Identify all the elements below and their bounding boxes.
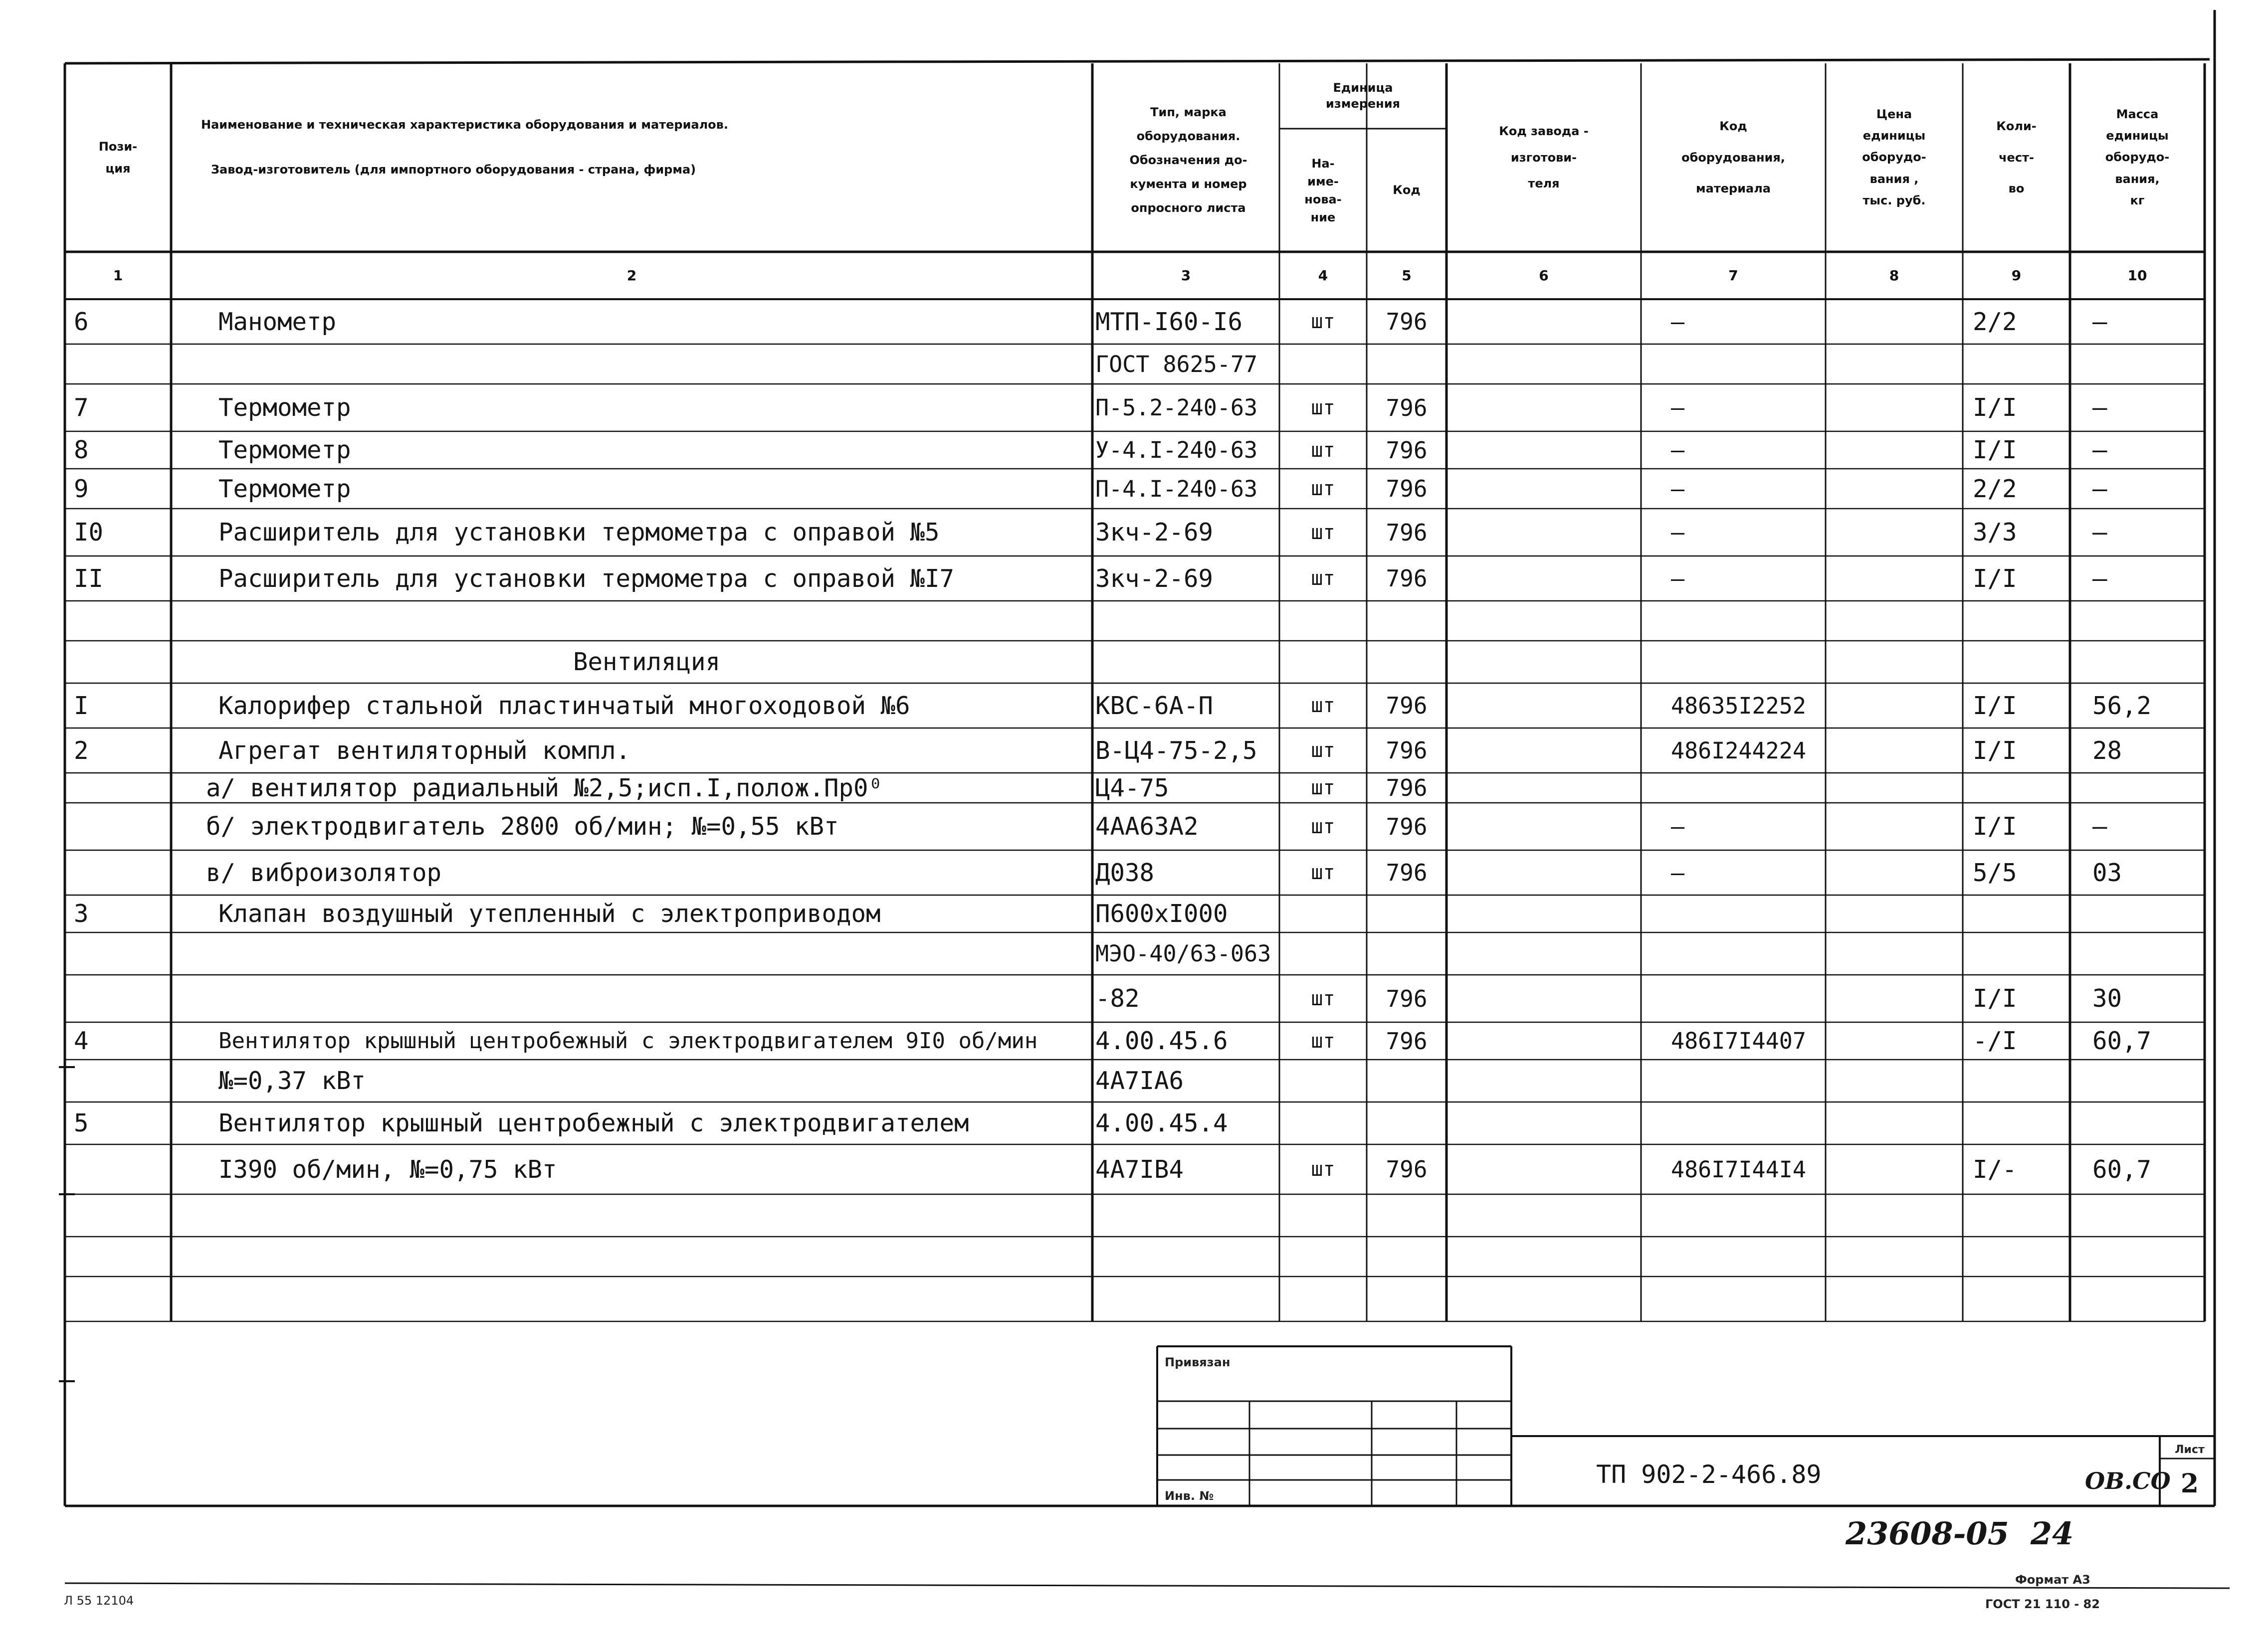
name-cell — [218, 344, 1122, 384]
unit-cell: шт — [1311, 477, 1335, 500]
position-cell — [74, 803, 171, 850]
name-cell: Термометр — [218, 393, 351, 422]
equipment-code-cell — [1671, 1277, 1826, 1321]
unit-cell: шт — [1311, 815, 1335, 838]
unit-code-cell — [1367, 601, 1446, 641]
unit-cell — [1279, 601, 1367, 641]
position-cell — [74, 975, 171, 1022]
unit-code-cell — [1367, 344, 1446, 384]
quantity-cell: I/I — [1973, 984, 2017, 1013]
unit-code-cell: 796 — [1386, 436, 1428, 464]
quantity-cell: -/I — [1973, 1027, 2017, 1055]
equipment-code-cell — [1671, 641, 1826, 683]
unit-code-cell — [1367, 1102, 1446, 1144]
position-cell: 6 — [74, 307, 89, 336]
handwritten-archive-number: 23608-05 24 — [1846, 1515, 2074, 1552]
unit-code-cell: 796 — [1386, 737, 1428, 764]
unit-cell: шт — [1311, 438, 1335, 462]
position-cell: 2 — [74, 736, 89, 765]
type-cell: 4.00.45.4 — [1095, 1109, 1228, 1137]
quantity-cell — [1973, 1277, 2070, 1321]
quantity-cell — [1973, 895, 2070, 932]
unit-code-cell: 796 — [1386, 692, 1428, 719]
name-cell: №=0,37 кВт — [218, 1067, 366, 1095]
position-cell: 3 — [74, 900, 89, 928]
quantity-cell — [1973, 932, 2070, 975]
equipment-code-cell — [1671, 1237, 1826, 1277]
type-cell: П-5.2-240-63 — [1095, 394, 1258, 421]
unit-cell: шт — [1311, 1158, 1335, 1181]
name-cell — [218, 975, 1122, 1022]
mass-cell — [2092, 773, 2205, 803]
type-cell: 4А7IВ4 — [1095, 1155, 1184, 1184]
position-cell: 4 — [74, 1027, 89, 1055]
name-cell: б/ электродвигатель 2800 об/мин; №=0,55 кВт — [206, 812, 839, 841]
format-label: Формат А3 — [2015, 1573, 2090, 1587]
equipment-code-cell: – — [1671, 475, 1685, 502]
quantity-cell: I/I — [1973, 812, 2017, 841]
position-cell — [74, 1144, 171, 1194]
equipment-code-cell — [1671, 1194, 1826, 1237]
unit-cell — [1279, 1237, 1367, 1277]
gost-label: ГОСТ 21 110 - 82 — [1985, 1597, 2100, 1611]
equipment-code-cell — [1671, 601, 1826, 641]
name-cell: Расширитель для установки термометра с оправой №I7 — [218, 564, 955, 593]
column-number: 9 — [2011, 267, 2022, 284]
unit-cell: шт — [1311, 861, 1335, 884]
equipment-code-cell: 48635I2252 — [1671, 692, 1806, 719]
unit-code-cell: 796 — [1386, 813, 1428, 840]
mass-cell — [2092, 932, 2205, 975]
quantity-cell: I/I — [1973, 736, 2017, 765]
mass-cell — [2092, 895, 2205, 932]
type-cell: Ц4-75 — [1095, 773, 1169, 802]
equipment-code-cell: – — [1671, 859, 1685, 886]
name-cell: Вентилятор крышный центробежный с электродвигателем — [218, 1109, 969, 1137]
position-cell: I — [74, 691, 89, 720]
unit-code-cell: 796 — [1386, 519, 1428, 546]
header-equipment-code: Код оборудования, материала — [1681, 119, 1785, 196]
column-number: 1 — [113, 267, 123, 284]
equipment-code-cell: – — [1671, 813, 1685, 840]
type-cell: МТП-I60-I6 — [1095, 307, 1243, 336]
quantity-cell: 3/3 — [1973, 518, 2017, 547]
unit-code-cell — [1367, 641, 1446, 683]
privyazan-label: Привязан — [1165, 1355, 1231, 1369]
type-cell: 3кч-2-69 — [1095, 564, 1214, 593]
equipment-code-cell: – — [1671, 394, 1685, 421]
quantity-cell: I/- — [1973, 1155, 2017, 1184]
unit-cell: шт — [1311, 567, 1335, 590]
unit-cell — [1279, 932, 1367, 975]
position-cell — [74, 773, 171, 803]
equipment-code-cell: – — [1671, 437, 1685, 463]
type-cell: 3кч-2-69 — [1095, 518, 1214, 547]
left-bottom-code: Л 55 12104 — [64, 1594, 134, 1608]
type-cell: МЭО-40/63-063 — [1095, 940, 1271, 967]
unit-code-cell: 796 — [1386, 308, 1428, 335]
position-cell — [74, 1060, 171, 1102]
unit-code-cell: 796 — [1386, 859, 1428, 886]
unit-code-cell — [1367, 1237, 1446, 1277]
name-cell: Клапан воздушный утепленный с электроприводом — [218, 900, 881, 928]
unit-code-cell — [1367, 1194, 1446, 1237]
mass-cell: – — [2092, 436, 2107, 464]
column-number: 10 — [2127, 267, 2147, 284]
equipment-code-cell — [1671, 1060, 1826, 1102]
frame-top-line — [65, 59, 2210, 63]
mass-cell: 30 — [2092, 984, 2122, 1013]
mass-cell: – — [2092, 564, 2107, 593]
type-cell — [1095, 1237, 1279, 1277]
section-mark: ОВ.СО — [2085, 1467, 2171, 1494]
type-cell: Д038 — [1095, 858, 1155, 887]
type-cell — [1095, 1194, 1279, 1237]
header-factory-code: Код завода - изготови- теля — [1499, 124, 1589, 191]
mass-cell: – — [2092, 474, 2107, 503]
mass-cell — [2092, 601, 2205, 641]
header-unit-group: Единица измерения — [1326, 81, 1400, 111]
column-number: 2 — [626, 267, 637, 284]
name-cell — [218, 601, 1122, 641]
header-name-line2: Завод-изготовитель (для импортного оборудования - страна, фирма) — [211, 162, 696, 177]
name-cell: Агрегат вентиляторный компл. — [218, 736, 631, 765]
equipment-code-cell: – — [1671, 308, 1685, 335]
quantity-cell: I/I — [1973, 564, 2017, 593]
mass-cell — [2092, 1194, 2205, 1237]
type-cell — [1095, 641, 1279, 683]
unit-cell — [1279, 344, 1367, 384]
equipment-code-cell — [1671, 932, 1826, 975]
name-cell: Калорифер стальной пластинчатый многоходовой №6 — [218, 691, 910, 720]
unit-cell — [1279, 1060, 1367, 1102]
equipment-code-cell: 486I7I4407 — [1671, 1028, 1806, 1054]
quantity-cell — [1973, 344, 2070, 384]
header-type: Тип, марка оборудования. Обозначения до- кумента и номер опросного листа — [1129, 105, 1247, 215]
quantity-cell — [1973, 1102, 2070, 1144]
unit-code-cell — [1367, 1060, 1446, 1102]
mass-cell: 03 — [2092, 858, 2122, 887]
mass-cell — [2092, 344, 2205, 384]
header-unit-name: На- име- нова- ние — [1304, 156, 1342, 224]
equipment-code-cell — [1671, 895, 1826, 932]
header-mass: Масса единицы оборудо- вания, кг — [2105, 107, 2170, 207]
list-label: Лист — [2175, 1443, 2205, 1456]
equipment-code-cell — [1671, 344, 1826, 384]
position-cell: 5 — [74, 1109, 89, 1137]
equipment-code-cell — [1671, 773, 1826, 803]
unit-cell — [1279, 1102, 1367, 1144]
mass-cell: – — [2092, 812, 2107, 841]
mass-cell: 60,7 — [2092, 1027, 2152, 1055]
equipment-code-cell — [1671, 975, 1826, 1022]
position-cell — [74, 601, 171, 641]
mass-cell — [2092, 1060, 2205, 1102]
column-number: 8 — [1889, 267, 1899, 284]
position-cell — [74, 641, 171, 683]
section-title: Вентиляция — [573, 648, 720, 676]
type-cell: У-4.I-240-63 — [1095, 437, 1258, 463]
unit-cell: шт — [1311, 310, 1335, 333]
name-cell: Термометр — [218, 436, 351, 464]
position-cell: II — [74, 564, 104, 593]
equipment-code-cell: – — [1671, 519, 1685, 546]
unit-code-cell: 796 — [1386, 1027, 1428, 1055]
trim-line — [65, 1583, 2230, 1588]
unit-cell — [1279, 895, 1367, 932]
unit-cell: шт — [1311, 776, 1335, 799]
header-position: Пози- ция — [98, 139, 138, 176]
mass-cell: – — [2092, 393, 2107, 422]
quantity-cell: 2/2 — [1973, 474, 2017, 503]
equipment-code-cell: 486I244224 — [1671, 737, 1806, 764]
unit-cell: шт — [1311, 987, 1335, 1010]
unit-cell: шт — [1311, 396, 1335, 419]
mass-cell: – — [2092, 518, 2107, 547]
position-cell: 9 — [74, 474, 89, 503]
position-cell — [74, 1237, 171, 1277]
name-cell: I390 об/мин, №=0,75 кВт — [218, 1155, 557, 1184]
unit-code-cell — [1367, 895, 1446, 932]
name-cell: Вентилятор крышный центробежный с электродвигателем 9I0 об/мин — [218, 1028, 1038, 1054]
mass-cell: 60,7 — [2092, 1155, 2152, 1184]
name-cell: в/ виброизолятор — [206, 858, 442, 887]
quantity-cell — [1973, 641, 2070, 683]
header-name-line1: Наименование и техническая характеристика оборудования и материалов. — [201, 117, 728, 132]
mass-cell: 56,2 — [2092, 691, 2152, 720]
position-cell — [74, 850, 171, 895]
unit-code-cell: 796 — [1386, 985, 1428, 1012]
unit-cell: шт — [1311, 521, 1335, 544]
mass-cell: 28 — [2092, 736, 2122, 765]
header-unit-code: Код — [1393, 183, 1421, 197]
mass-cell — [2092, 1102, 2205, 1144]
mass-cell — [2092, 1237, 2205, 1277]
quantity-cell — [1973, 601, 2070, 641]
quantity-cell — [1973, 1194, 2070, 1237]
type-cell — [1095, 1277, 1279, 1321]
document-code: ТП 902-2-466.89 — [1596, 1460, 1822, 1489]
header-quantity: Коли- чест- во — [1996, 119, 2037, 196]
position-cell — [74, 932, 171, 975]
column-number: 3 — [1181, 267, 1191, 284]
inventory-number-label: Инв. № — [1165, 1489, 1214, 1503]
header-price: Цена единицы оборудо- вания , тыс. руб. — [1862, 107, 1926, 207]
unit-code-cell — [1367, 932, 1446, 975]
name-cell: Манометр — [218, 307, 337, 336]
type-cell: -82 — [1095, 984, 1140, 1013]
unit-code-cell — [1367, 1277, 1446, 1321]
name-cell: а/ вентилятор радиальный №2,5;исп.I,полож.Пр0⁰ — [206, 773, 883, 802]
position-cell: 7 — [74, 393, 89, 422]
quantity-cell: I/I — [1973, 691, 2017, 720]
position-cell — [74, 1194, 171, 1237]
quantity-cell — [1973, 1237, 2070, 1277]
name-cell — [218, 1194, 1122, 1237]
type-cell — [1095, 601, 1279, 641]
type-cell: П-4.I-240-63 — [1095, 475, 1258, 502]
unit-cell — [1279, 1277, 1367, 1321]
unit-cell: шт — [1311, 1029, 1335, 1053]
quantity-cell: I/I — [1973, 436, 2017, 464]
unit-code-cell: 796 — [1386, 394, 1428, 421]
type-cell: ГОСТ 8625-77 — [1095, 351, 1258, 377]
quantity-cell — [1973, 773, 2070, 803]
unit-code-cell: 796 — [1386, 774, 1428, 801]
unit-code-cell: 796 — [1386, 1156, 1428, 1183]
unit-code-cell: 796 — [1386, 565, 1428, 592]
name-cell — [218, 1277, 1122, 1321]
name-cell: Расширитель для установки термометра с оправой №5 — [218, 518, 940, 547]
position-cell: I0 — [74, 518, 104, 547]
type-cell: П600хI000 — [1095, 900, 1228, 928]
quantity-cell: 5/5 — [1973, 858, 2017, 887]
name-cell — [218, 1237, 1122, 1277]
column-number: 4 — [1318, 267, 1328, 284]
name-cell: Термометр — [218, 474, 351, 503]
column-number: 6 — [1539, 267, 1549, 284]
position-cell — [74, 1277, 171, 1321]
unit-cell: шт — [1311, 739, 1335, 762]
type-cell: 4А7IА6 — [1095, 1067, 1184, 1095]
unit-cell — [1279, 1194, 1367, 1237]
column-number: 7 — [1728, 267, 1738, 284]
type-cell: 4.00.45.6 — [1095, 1027, 1228, 1055]
mass-cell: – — [2092, 307, 2107, 336]
unit-cell: шт — [1311, 694, 1335, 717]
quantity-cell: I/I — [1973, 393, 2017, 422]
position-cell: 8 — [74, 436, 89, 464]
list-number: 2 — [2180, 1468, 2199, 1499]
unit-cell — [1279, 641, 1367, 683]
equipment-code-cell — [1671, 1102, 1826, 1144]
equipment-code-cell: – — [1671, 565, 1685, 592]
column-number: 5 — [1402, 267, 1412, 284]
type-cell: В-Ц4-75-2,5 — [1095, 736, 1257, 765]
quantity-cell — [1973, 1060, 2070, 1102]
type-cell: КВС-6А-П — [1095, 691, 1214, 720]
mass-cell — [2092, 641, 2205, 683]
type-cell: 4АА63А2 — [1095, 812, 1199, 841]
mass-cell — [2092, 1277, 2205, 1321]
position-cell — [74, 344, 171, 384]
equipment-code-cell: 486I7I44I4 — [1671, 1156, 1806, 1183]
quantity-cell: 2/2 — [1973, 307, 2017, 336]
name-cell — [218, 932, 1122, 975]
unit-code-cell: 796 — [1386, 475, 1428, 502]
